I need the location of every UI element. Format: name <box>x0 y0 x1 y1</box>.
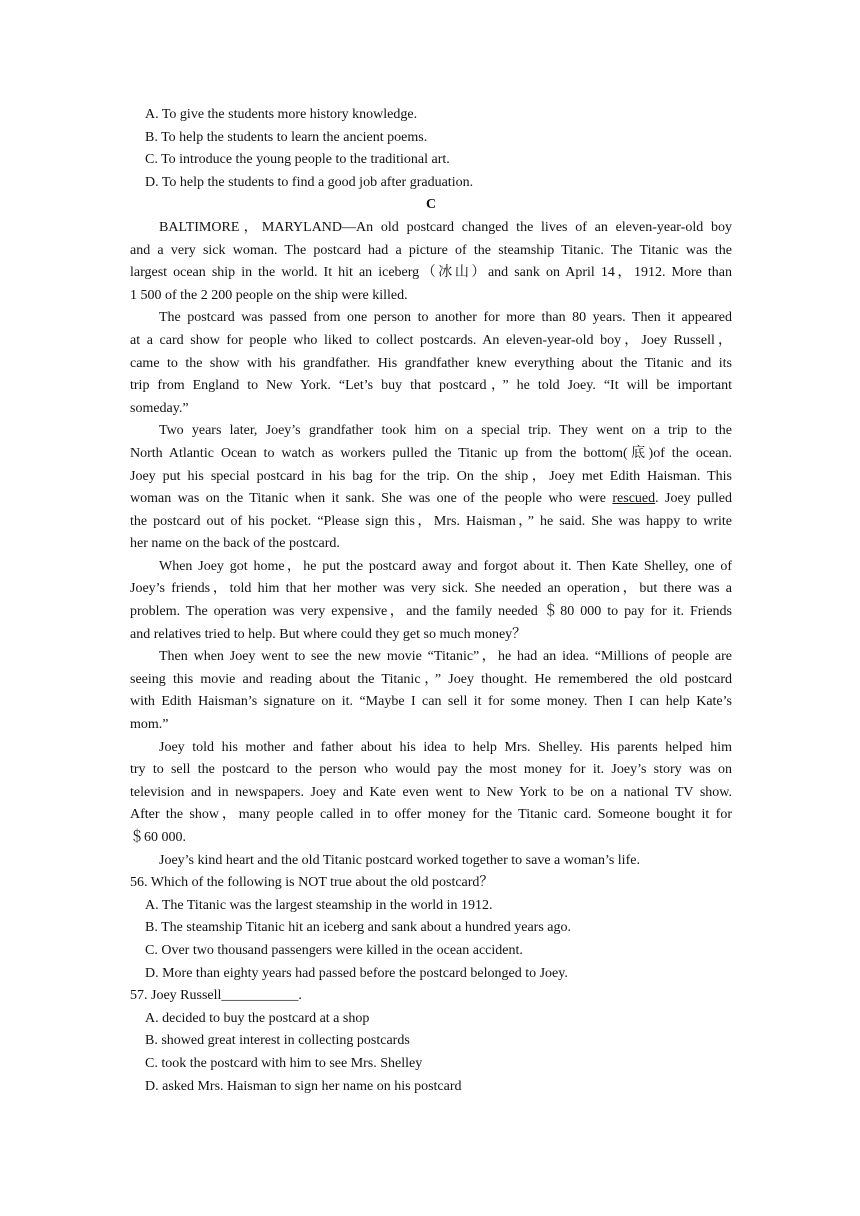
question-option: A. The Titanic was the largest steamship in the world in 1912. <box>145 897 493 913</box>
passage-line: at a card show for people who liked to collect postcards. An eleven-year-old boy，Joey Russell， <box>130 332 732 348</box>
passage-line: ＄60 000. <box>130 830 186 845</box>
passage-line: with Edith Haisman’s signature on it. “Maybe I can sell it for some money. Then I can help Kate’s <box>130 694 732 710</box>
passage-line: the postcard out of his pocket. “Please sign this，Mrs. Haisman，” he said. She was happy to write <box>130 513 732 529</box>
passage-line: Joey’s friends，told him that her mother was very sick. She needed an operation，but there was a <box>130 581 732 597</box>
document-page <box>130 104 732 1098</box>
passage-line: After the show，many people called in to offer money for the Titanic card. Someone bought it for <box>130 807 732 823</box>
passage-line: Joey told his mother and father about his idea to help Mrs. Shelley. His parents helped him <box>159 739 732 755</box>
passage-line: television and in newspapers. Joey and Kate even went to New York to be on a national TV show. <box>130 784 732 800</box>
question-option: B. The steamship Titanic hit an iceberg and sank about a hundred years ago. <box>145 920 572 936</box>
passage-line: Two years later, Joey’s grandfather took him on a special trip. They went on a trip to the <box>159 423 732 439</box>
passage-line: 1 500 of the 2 200 people on the ship were killed. <box>130 287 408 303</box>
previous-question-options <box>130 104 732 194</box>
passage-line: and relatives tried to help. But where could they get so much money？ <box>130 626 527 642</box>
option-a: A. To give the students more history knowledge. <box>145 107 418 122</box>
passage-line: trip from England to New York. “Let’s buy that postcard，” he told Joey. “It will be important <box>130 378 732 394</box>
passage-text: woman was on the Titanic when it sank. She was one of the people who were <box>130 491 613 507</box>
passage-line: someday.” <box>130 400 189 416</box>
passage-line: try to sell the postcard to the person who would pay the most money for it. Joey’s story was on <box>130 762 732 778</box>
passage-line: seeing this movie and reading about the Titanic，” Joey thought. He remembered the old postcard <box>130 671 732 687</box>
passage-line: Joey put his special postcard in his bag for the trip. On the ship，Joey met Edith Haisman. This <box>130 468 732 484</box>
option-d: D. To help the students to find a good job after graduation. <box>145 174 474 190</box>
question-stem: 57. Joey Russell___________. <box>130 988 302 1004</box>
question-option: D. More than eighty years had passed before the postcard belonged to Joey. <box>145 965 568 981</box>
option-c: C. To introduce the young people to the traditional art. <box>145 152 450 168</box>
question-option: D. asked Mrs. Haisman to sign her name on his postcard <box>145 1078 462 1094</box>
passage-text: . Joey pulled <box>655 491 732 507</box>
underlined-word: rescued <box>612 491 656 507</box>
passage-line: largest ocean ship in the world. It hit an iceberg（冰山）and sank on April 14，1912. More than <box>130 265 732 281</box>
section-label: C <box>425 197 437 213</box>
question-option: C. took the postcard with him to see Mrs. Shelley <box>145 1055 423 1071</box>
passage-line <box>130 488 732 511</box>
passage-line: Then when Joey went to see the new movie “Titanic”，he had an idea. “Millions of people are <box>159 649 732 665</box>
passage-line: North Atlantic Ocean to watch as workers pulled the Titanic up from the bottom(底)of the ocean. <box>130 445 732 461</box>
passage-line: came to the show with his grandfather. His grandfather knew everything about the Titanic and its <box>130 355 732 371</box>
question-option: A. decided to buy the postcard at a shop <box>145 1010 370 1026</box>
question-list <box>130 872 732 1098</box>
passage-line: Joey’s kind heart and the old Titanic postcard worked together to save a woman’s life. <box>159 852 640 868</box>
question-option: B. showed great interest in collecting postcards <box>145 1033 410 1049</box>
passage-line: The postcard was passed from one person to another for more than 80 years. Then it appeared <box>159 310 732 326</box>
question-option: C. Over two thousand passengers were killed in the ocean accident. <box>145 942 523 958</box>
passage-line: When Joey got home，he put the postcard away and forgot about it. Then Kate Shelley, one of <box>159 558 732 574</box>
passage-line: her name on the back of the postcard. <box>130 536 340 552</box>
passage-line: BALTIMORE，MARYLAND—An old postcard changed the lives of an eleven-year-old boy <box>159 219 732 235</box>
passage-line: problem. The operation was very expensive，and the family needed ＄80 000 to pay for it. Friends <box>130 604 732 620</box>
passage-line: and a very sick woman. The postcard had a picture of the steamship Titanic. The Titanic was the <box>130 242 732 258</box>
option-b: B. To help the students to learn the ancient poems. <box>145 129 428 145</box>
question-stem: 56. Which of the following is NOT true about the old postcard？ <box>130 875 494 891</box>
reading-passage <box>130 217 732 872</box>
passage-line: mom.” <box>130 717 169 733</box>
